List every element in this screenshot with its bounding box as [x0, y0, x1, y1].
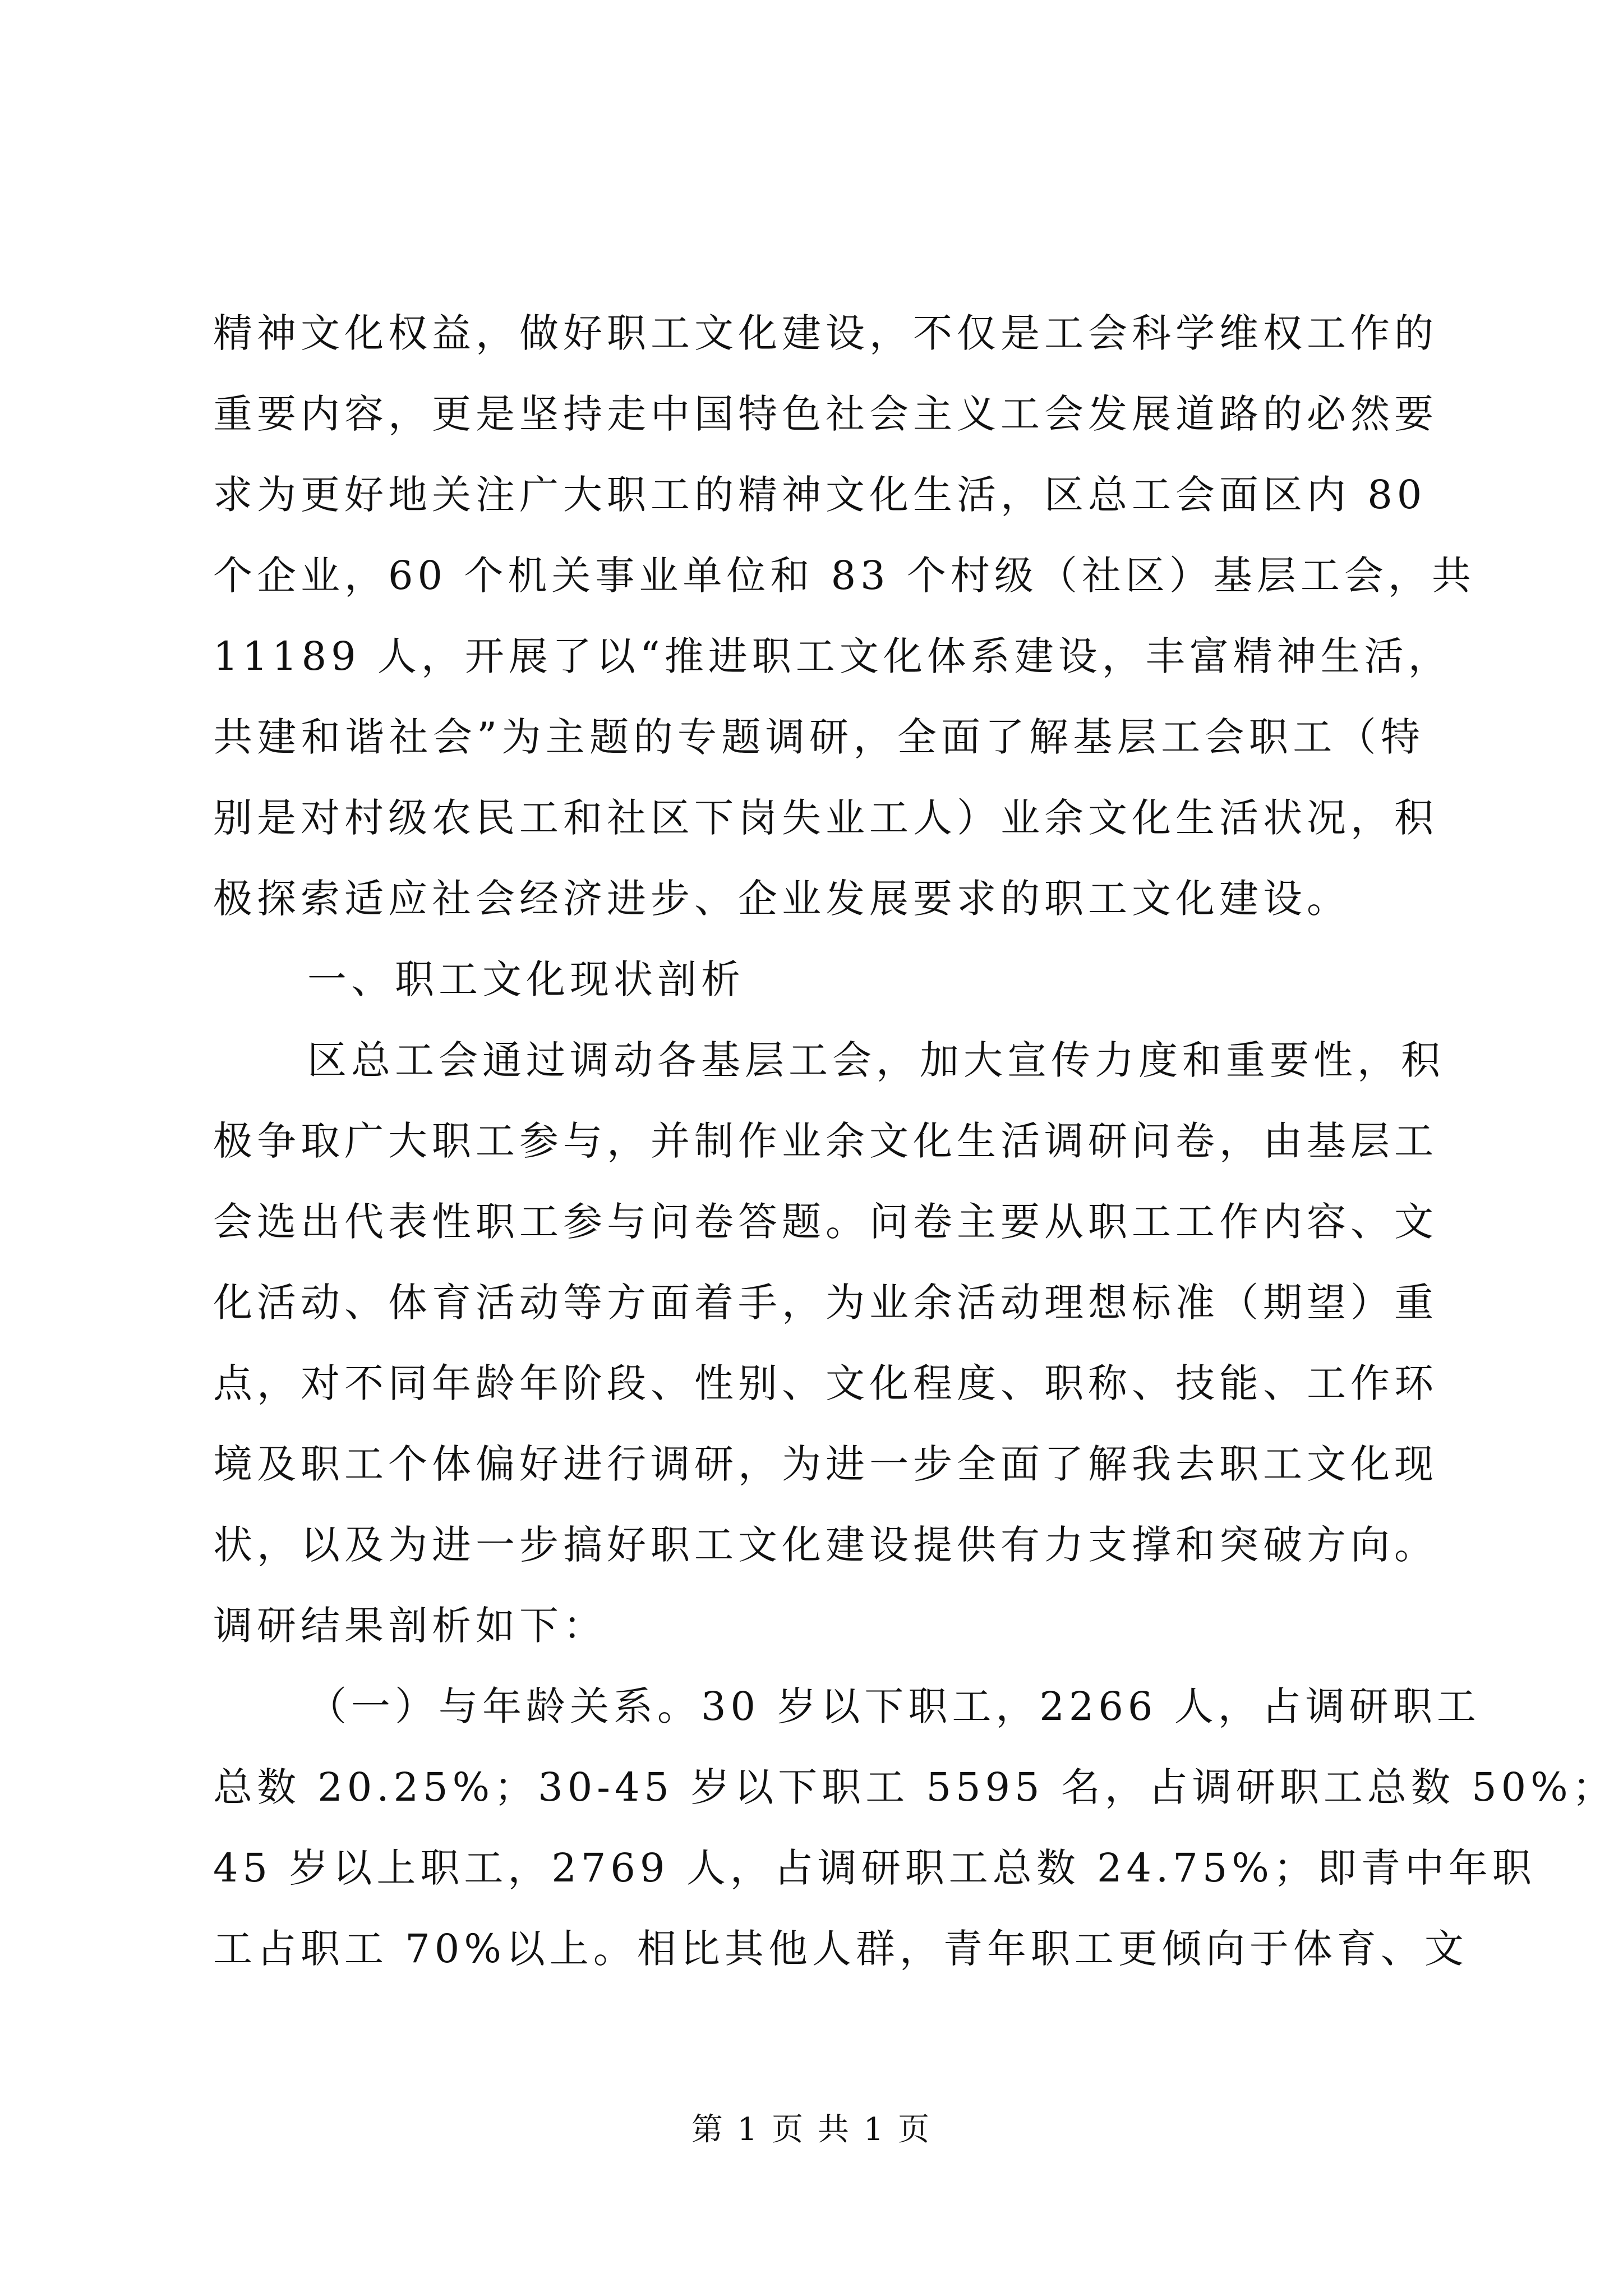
paragraph-line: 调研结果剖析如下： — [213, 1603, 607, 1649]
paragraph-line: 精神文化权益，做好职工文化建设，不仅是工会科学维权工作的 — [213, 310, 1438, 356]
document-body — [213, 293, 1616, 1989]
paragraph-line: 点，对不同年龄年阶段、性别、文化程度、职称、技能、工作环 — [213, 1360, 1438, 1406]
paragraph-line: 极探索适应社会经济进步、企业发展要求的职工文化建设。 — [213, 876, 1350, 922]
paragraph-line: 11189 人，开展了以“推进职工文化体系建设，丰富精神生活， — [213, 633, 1452, 679]
paragraph-first-line: 一、职工文化现状剖析 — [307, 956, 745, 1002]
paragraph-line: 工占职工 70%以上。相比其他人群，青年职工更倾向于体育、文 — [213, 1926, 1468, 1972]
paragraph-line: 状，以及为进一步搞好职工文化建设提供有力支撑和突破方向。 — [213, 1522, 1438, 1568]
paragraph-line: 总数 20.25%；30-45 岁以下职工 5595 名，占调研职工总数 50%； — [213, 1764, 1616, 1810]
paragraph-line: 个企业，60 个机关事业单位和 83 个村级（社区）基层工会，共 — [213, 553, 1476, 599]
paragraph-line: 45 岁以上职工，2769 人，占调研职工总数 24.75%；即青中年职 — [213, 1845, 1536, 1891]
paragraph-first-line: 区总工会通过调动各基层工会，加大宣传力度和重要性，积 — [307, 1037, 1445, 1083]
paragraph-line: 极争取广大职工参与，并制作业余文化生活调研问卷，由基层工 — [213, 1118, 1438, 1164]
paragraph-line: 共建和谐社会”为主题的专题调研，全面了解基层工会职工（特 — [213, 714, 1424, 760]
paragraph-line: 重要内容，更是坚持走中国特色社会主义工会发展道路的必然要 — [213, 391, 1438, 437]
paragraph-line: 化活动、体育活动等方面着手，为业余活动理想标准（期望）重 — [213, 1280, 1438, 1326]
paragraph-line: 求为更好地关注广大职工的精神文化生活，区总工会面区内 80 — [213, 472, 1427, 518]
paragraph-line: 境及职工个体偏好进行调研，为进一步全面了解我去职工文化现 — [213, 1441, 1438, 1487]
paragraph-first-line: （一）与年龄关系。30 岁以下职工，2266 人，占调研职工 — [307, 1683, 1481, 1729]
paragraph-line: 别是对村级农民工和社区下岗失业工人）业余文化生活状况，积 — [213, 795, 1438, 841]
paragraph-line: 会选出代表性职工参与问卷答题。问卷主要从职工工作内容、文 — [213, 1199, 1438, 1245]
page-footer: 第 1 页 共 1 页 — [691, 2111, 932, 2148]
